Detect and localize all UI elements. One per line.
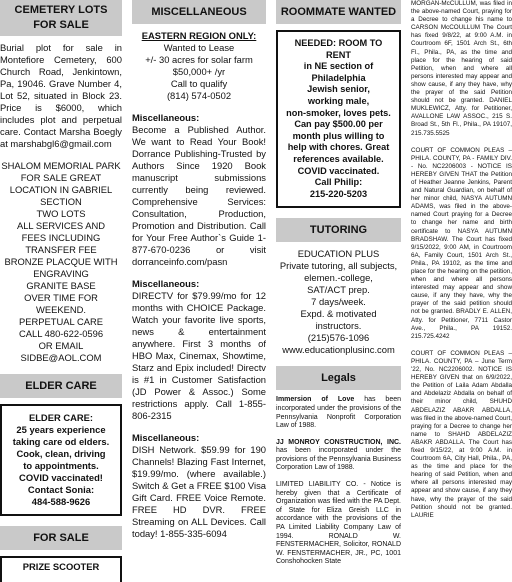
- misc-ad-2-text: DIRECTV for $79.99/mo for 12 months with CHOICE Package. Watch your favorite live sports, news & entertainment anywhere. First 3 months of HBO Max, Cinemax, Showtime, Starz and Epix included! Directv is #1 in Customer Satisfaction (JD Power & Assoc.) Some restrictions apply. Call 1-855-806-2315: [132, 290, 266, 421]
- shalom-ad-line: SIDBE@AOL.COM: [20, 352, 102, 363]
- roommate-line: in NE section of: [303, 61, 374, 72]
- legal-notice-2-text: has been incorporated under the provisions of the Pennsylvania Business Corporation Law of 1988.: [276, 447, 401, 472]
- misc-ad-1-text: Become a Published Author. We want to Read Your Book! Dorrance Publishing-Trusted by Authors Since 1920 Book manuscript submissions currently being reviewed. Comprehensive Services: Consultation, Production, Promotion and Distribution. Call for Your Free Author`s Guide 1-877-670-0236 or visit dorranceinfo.com/pasn: [132, 124, 266, 267]
- roommate-line: NEEDED: ROOM TO RENT: [294, 38, 383, 60]
- tutoring-line: EDUCATION PLUS: [297, 248, 380, 260]
- shalom-ad-line: WEEKEND.: [35, 304, 86, 315]
- for-sale-header: FOR SALE: [0, 526, 122, 550]
- eastern-region-line: Wanted to Lease: [163, 42, 235, 53]
- shalom-ad: [0, 160, 122, 364]
- elder-care-line: to appointments.: [23, 460, 99, 471]
- roommate-line: 215-220-5203: [309, 188, 368, 199]
- shalom-ad-line: ENGRAVING: [33, 268, 89, 279]
- eastern-region-line: Call to qualify: [170, 78, 228, 89]
- eastern-region-line: (814) 574-0502: [166, 90, 232, 101]
- legal-notice-2-name: JJ MONROY CONSTRUCTION, INC.: [276, 438, 401, 446]
- roommate-wanted-header: ROOMMATE WANTED: [276, 0, 401, 24]
- tutoring-line: Private tutoring, all subjects,: [279, 260, 398, 272]
- cemetery-lots-header: [0, 0, 122, 36]
- roommate-line: help with chores. Great: [287, 142, 390, 153]
- shalom-ad-line: PERPETUAL CARE: [18, 316, 104, 327]
- tutoring-line: Expd. & motivated: [300, 308, 377, 320]
- roommate-line: Call Philip:: [314, 177, 363, 188]
- elder-care-box: [0, 404, 122, 516]
- shalom-ad-line: BRONZE PLACQUE WITH: [4, 256, 118, 267]
- roommate-line: COVID vaccinated.: [297, 165, 380, 176]
- legal-notice-1-text: has been incorporated under the provisions of the Pennsylvania Nonprofit Corporation Law of 1988.: [276, 396, 402, 430]
- elder-care-line: Cook, clean, driving: [16, 448, 106, 459]
- tutoring-line: www.educationplusinc.com: [282, 344, 395, 356]
- shalom-ad-line: TRANSFER FEE: [25, 244, 97, 255]
- shalom-ad-line: LOCATION IN GABRIEL: [9, 184, 113, 195]
- shalom-ad-line: OR EMAIL: [38, 340, 84, 351]
- cemetery-ad-text: Burial plot for sale in Montefiore Cemetery, 600 Church Road, Jenkintown, Pa, 19046. Grave Number 4, Lot 52, situated in Block 23. Price is $6000, which includes plot and perpetual care. Contact Marsha Boegly at marshabgl6@gmail.com: [0, 42, 122, 149]
- roommate-line: working male,: [307, 95, 370, 106]
- miscellaneous-header: MISCELLANEOUS: [132, 0, 266, 24]
- tutoring-ad: [276, 248, 401, 356]
- misc-ad-3-title: Miscellaneous:: [132, 432, 200, 443]
- tutoring-line: SAT/ACT prep.: [307, 284, 370, 296]
- roommate-line: references available.: [293, 153, 384, 164]
- shalom-ad-line: SHALOM MEMORIAL PARK: [1, 160, 121, 171]
- tutoring-line: 7 days/week.: [311, 296, 366, 308]
- misc-ad-2-title: Miscellaneous:: [132, 278, 200, 289]
- prize-scooter-text: PRIZE SCOOTER: [22, 561, 100, 572]
- legal-notice-5: COURT OF COMMON PLEAS – PHILA. COUNTY, PA - FAMILY DIV. - No. NC2206003 - NOTICE IS HEREBY GIVEN THAT the Petition of Heather Jeanne Jenkins, Parent and Natural Guardian, on behalf of her minor child, NASYA AUTUMN ADAMS, was filed in the above-named Court praying for a Decree to change her name and birth certificate to NASYA AUTUMN BRADSHAW. The Court has fixed 9/15/2022, 9:00 AM, in Courtroom 6A, Family Court, 1501 Arch St., Phila., PA 19102, as the time and place for the hearing on the petition, when and where all persons interested may appear and show cause, if any they have, why the prayer of the said petition should not be granted. BRADLY E. ALLEN, Atty. for Petitioner, 7711 Castor Ave., Phila., PA 19152. 215.725.4242: [411, 146, 512, 340]
- shalom-ad-line: CALL 480-622-0596: [18, 328, 104, 339]
- roommate-box: [276, 30, 401, 208]
- shalom-ad-line: SECTION: [40, 196, 82, 207]
- column-3: [276, 0, 402, 566]
- shalom-ad-line: ALL SERVICES AND: [16, 220, 106, 231]
- elder-care-line: COVID vaccinated!: [19, 472, 103, 483]
- legal-notice-1-name: Immersion of Love: [276, 396, 355, 404]
- elder-care-line: Contact Sonia:: [27, 484, 95, 495]
- shalom-ad-line: GRANITE BASE: [26, 280, 96, 291]
- tutoring-header: TUTORING: [276, 218, 401, 242]
- cemetery-header-line1: CEMETERY LOTS: [14, 4, 108, 16]
- shalom-ad-line: OVER TIME FOR: [24, 292, 98, 303]
- eastern-region-line: +/- 30 acres for solar farm: [145, 54, 253, 65]
- column-2: [132, 0, 266, 539]
- legal-notice-6: COURT OF COMMON PLEAS – PHILA. COUNTY, PA – June Term '22, No. NC2206002. NOTICE IS HEREBY GIVEN that on 6/9/2022, the Petition of Laila Adam Abdalla and Abdelaziz Abdalla on behalf of their minor child, SHUHD ABDELAZIZ ABAKR ABDALLA, was filed in the above-named Court, praying for a Decree to change her name to SHAHD ABDELAZIZ ABAKR ABDALLA. The Court has fixed 9/15/22, at 9:00 A.M. in Courtroom 6A, City Hall, Phila., PA, as the time and place for the hearing of said Petition, when and where all persons interested may appear and show cause, if any they have, why the prayer of the said Petition should not be granted. LAURIE: [411, 349, 512, 519]
- roommate-line: month plus willing to: [292, 130, 385, 141]
- column-1: [0, 0, 122, 572]
- cemetery-header-line2: FOR SALE: [33, 19, 89, 31]
- elder-care-line: 484-588-9626: [31, 496, 91, 507]
- misc-ad-2: [132, 278, 266, 422]
- misc-ad-3: [132, 432, 266, 540]
- legal-notice-4: MORGAN-McCULLUM, was filed in the above-named Court, praying for a Decree to change his name to CARSON McCOULLUM The Court has fixed 9/8/22, at 9:00 A.M. in Courtroom 6F, 1501 Arch St., 6th Fl., Phila., PA, as the time and place for the hearing of said Petition, when and where all persons interested may appear and show cause, if any they have, why the prayer of the said Petition should not be granted. DANIEL MUKLEWICZ, Atty. for Petitioner, AVALLONE LAW ASSOC., 215 S. Broad St., 5th Fl., Phila., PA 19107, 215.735.5525: [411, 0, 512, 137]
- eastern-region-title: EASTERN REGION ONLY:: [141, 30, 257, 41]
- roommate-line: Can pay $500.00 per: [294, 119, 383, 130]
- eastern-region-line: $50,000+ /yr: [172, 66, 226, 77]
- shalom-ad-line: FOR SALE GREAT: [20, 172, 102, 183]
- legal-notice-3: LIMITED LIABILITY CO. - Notice is hereby given that a Certificate of Organization was filed with the PA Dept. of State for Eliza Greish LLC in accordance with the provisions of the PA Limited Liability Company Law of 1994. RONALD W. FENSTERMACHER, Solicitor, RONALD W. FENSTERMACHER, JR., PC, 1001 Conshohocken State: [276, 481, 401, 566]
- elder-care-line: taking care od elders.: [12, 436, 110, 447]
- elder-care-line: 25 years experience: [16, 424, 106, 435]
- misc-ad-1-title: Miscellaneous:: [132, 112, 200, 123]
- misc-ad-3-text: DISH Network. $59.99 for 190 Channels! Blazing Fast Internet, $19.99/mo. (where available.) Switch & Get a FREE $100 Visa Gift Card. FREE Voice Remote. FREE HD DVR. FREE Streaming on ALL Devices. Call today! 1-855-335-6094: [132, 444, 266, 539]
- elder-care-header: ELDER CARE: [0, 374, 122, 398]
- shalom-ad-line: FEES INCLUDING: [21, 232, 101, 243]
- roommate-line: Jewish senior,: [307, 84, 370, 95]
- shalom-ad-line: TWO LOTS: [36, 208, 86, 219]
- elder-care-line: ELDER CARE:: [28, 412, 94, 423]
- tutoring-line: elemen.-college,: [304, 272, 373, 284]
- legal-notice-1: [276, 396, 401, 430]
- legal-notice-2: [276, 439, 401, 473]
- misc-ad-1: [132, 112, 266, 268]
- roommate-line: non-smoker, loves pets.: [286, 107, 391, 118]
- tutoring-line: (215)576-1096: [307, 332, 370, 344]
- column-4: [411, 0, 512, 519]
- tutoring-line: instructors.: [315, 320, 362, 332]
- eastern-region-ad: [132, 42, 266, 102]
- roommate-line: Philadelphia: [311, 72, 366, 83]
- prize-scooter-box: [0, 556, 122, 582]
- legals-header: Legals: [276, 366, 401, 390]
